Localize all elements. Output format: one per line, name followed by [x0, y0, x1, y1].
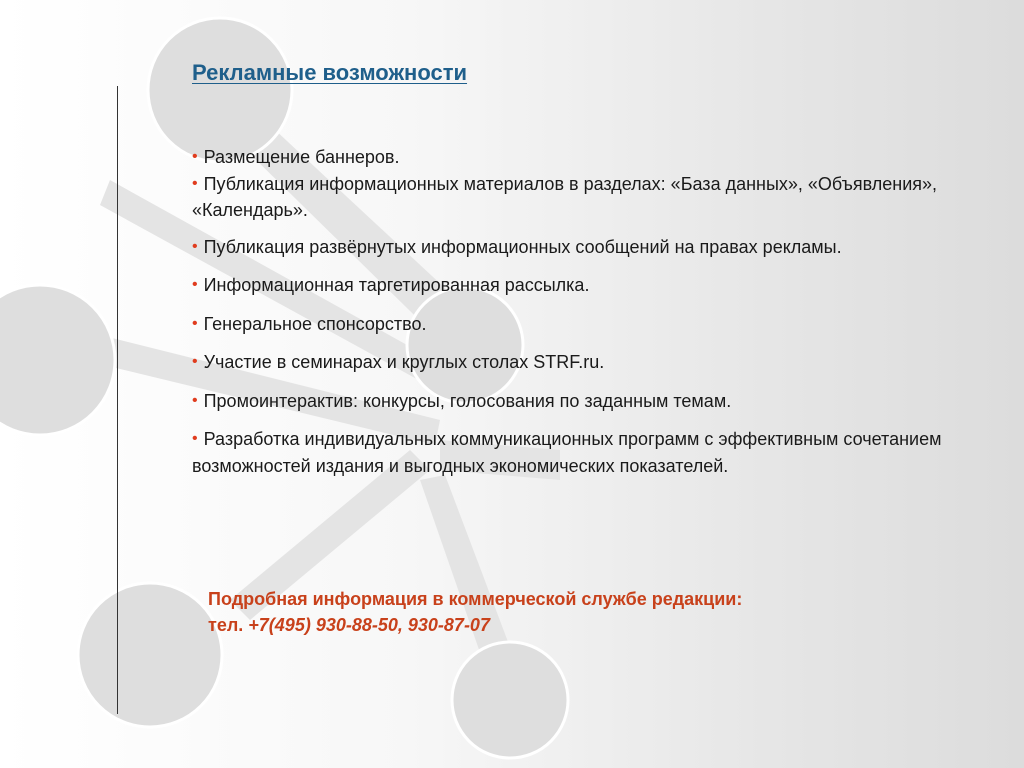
bullet-marker-icon: •: [192, 148, 198, 165]
bullet-item: [192, 427, 962, 478]
bullet-marker-icon: •: [192, 353, 198, 370]
bullet-text: Промоинтерактив: конкурсы, голосования по заданным темам.: [203, 390, 732, 411]
vertical-divider-line: [117, 86, 118, 714]
bullet-item: [192, 350, 962, 377]
bullet-text: Участие в семинарах и круглых столах STRF.ru.: [203, 352, 605, 372]
contact-phone-line: [208, 612, 742, 638]
bullet-item: [192, 389, 962, 416]
tel-label: тел.: [208, 615, 244, 635]
bullet-marker-icon: •: [192, 174, 198, 192]
contact-line: Подробная информация в коммерческой службе редакции:: [208, 589, 743, 609]
bullet-text: Размещение баннеров.: [203, 147, 400, 167]
slide-title: Рекламные возможности: [192, 60, 468, 85]
bullet-item: [192, 273, 962, 300]
bullet-list: [192, 145, 962, 478]
bullet-text: Публикация развёрнутых информационных сообщений на правах рекламы.: [203, 236, 842, 257]
bullet-marker-icon: •: [192, 391, 198, 409]
bullet-item: [192, 312, 962, 339]
bullet-item: [192, 235, 962, 262]
contact-info: [208, 586, 742, 638]
bullet-text: Разработка индивидуальных коммуникационных программ с эффективным сочетанием возможностей издания и выгодных экономических показателей.: [192, 429, 942, 476]
bullet-item: [192, 172, 962, 223]
phone-numbers: +7(495) 930-88-50, 930-87-07: [248, 615, 490, 635]
bullet-text: Информационная таргетированная рассылка.: [203, 275, 590, 295]
bullet-marker-icon: •: [192, 314, 198, 332]
bullet-item: [192, 145, 962, 172]
bullet-marker-icon: •: [192, 430, 198, 447]
bullet-marker-icon: •: [192, 237, 198, 255]
bullet-text: Генеральное спонсорство.: [203, 313, 427, 334]
bullet-marker-icon: •: [192, 276, 198, 293]
bullet-text: Публикация информационных материалов в разделах: «База данных», «Объявления», «Календарь».: [192, 173, 938, 220]
